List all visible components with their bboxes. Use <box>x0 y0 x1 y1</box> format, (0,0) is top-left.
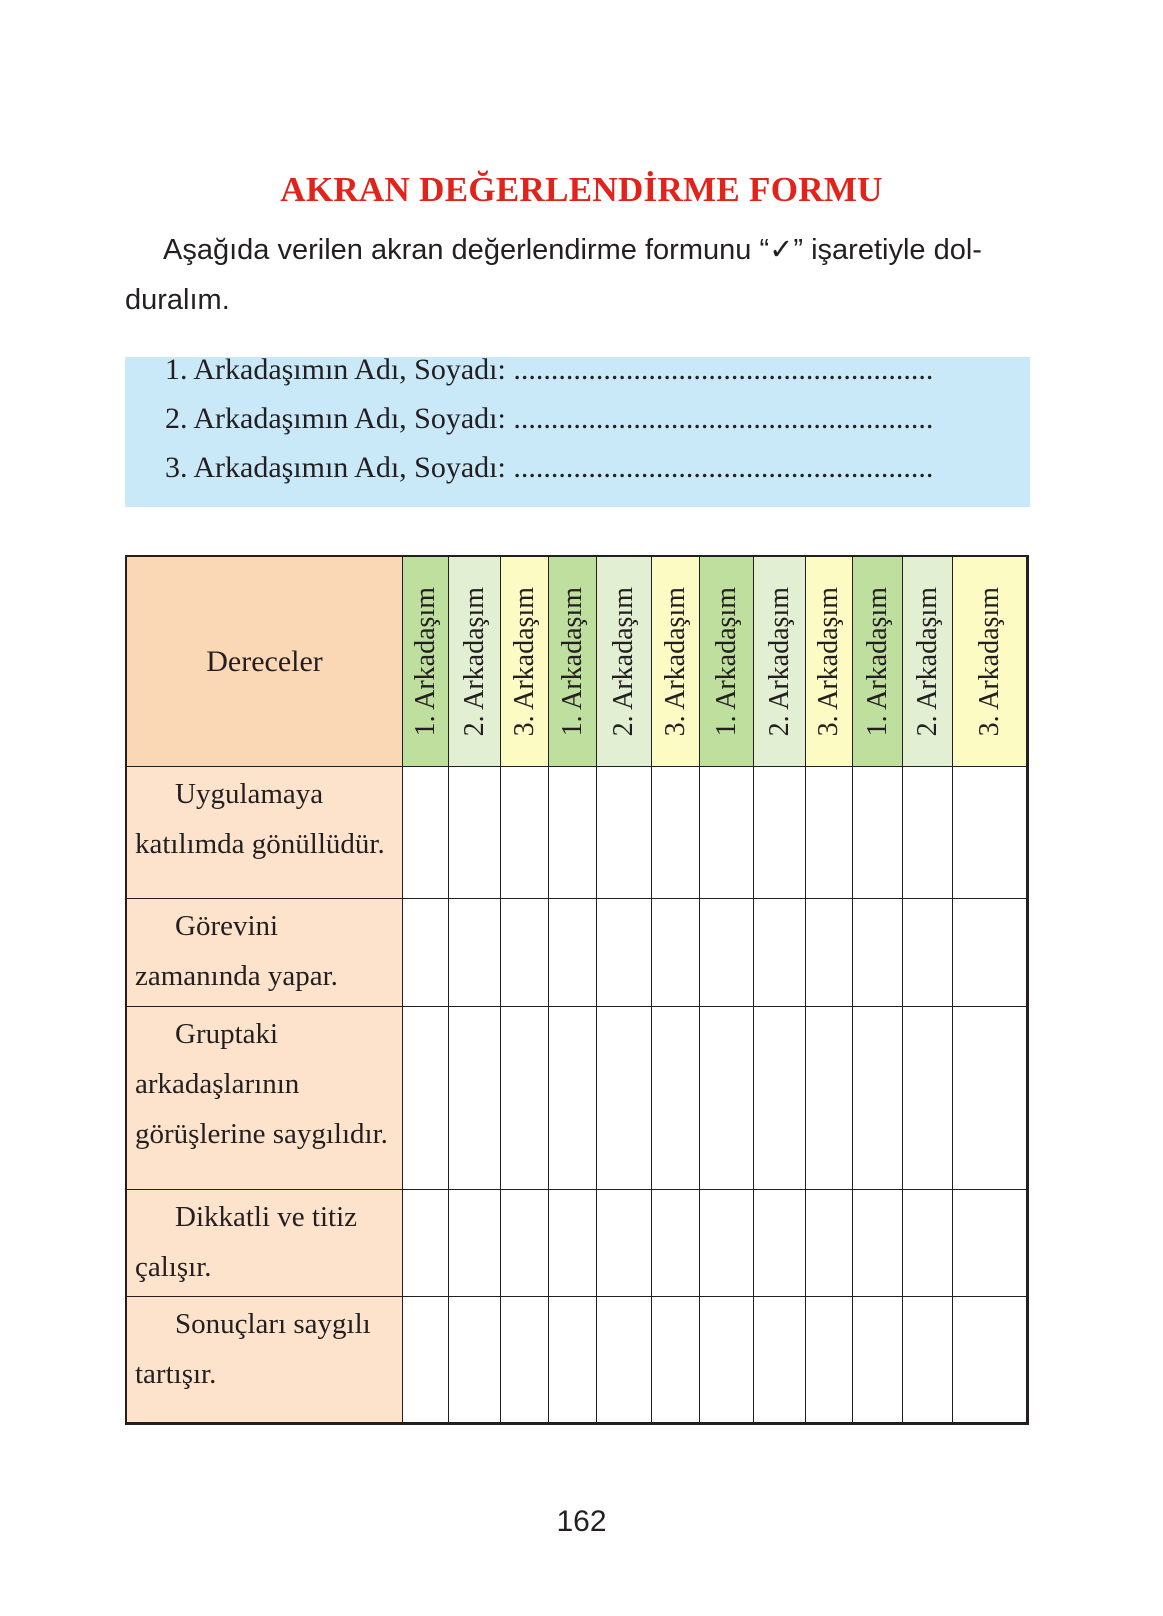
check-cell[interactable] <box>403 1297 449 1423</box>
check-cell[interactable] <box>501 767 549 899</box>
check-cell[interactable] <box>449 1297 501 1423</box>
check-cell[interactable] <box>652 1297 700 1423</box>
column-header-friend-10 <box>853 557 903 767</box>
form-title: AKRAN DEĞERLENDİRME FORMU <box>280 170 883 209</box>
criterion-text: Uygulamaya katılımda gönüllüdür. <box>135 778 385 860</box>
check-cell[interactable] <box>953 767 1027 899</box>
check-cell[interactable] <box>903 1007 953 1190</box>
column-header-friend-9 <box>806 557 853 767</box>
column-header-friend-3 <box>501 557 549 767</box>
check-cell[interactable] <box>652 1007 700 1190</box>
check-cell[interactable] <box>449 1190 501 1297</box>
column-header-friend-2 <box>449 557 501 767</box>
intro-line-2: duralım. <box>125 284 230 316</box>
column-header-label: 2. Arkadaşım <box>911 586 943 737</box>
column-header-label: 1. Arkadaşım <box>861 586 893 737</box>
check-cell[interactable] <box>700 1297 754 1423</box>
column-header-friend-4 <box>549 557 597 767</box>
check-cell[interactable] <box>549 1190 597 1297</box>
check-cell[interactable] <box>853 1190 903 1297</box>
column-header-friend-5 <box>597 557 652 767</box>
intro-text <box>125 225 1030 325</box>
criterion-label <box>127 767 403 899</box>
check-cell[interactable] <box>501 1007 549 1190</box>
check-cell[interactable] <box>549 1007 597 1190</box>
peer-evaluation-table <box>125 555 1029 1425</box>
column-header-friend-7 <box>700 557 754 767</box>
column-header-label: 2. Arkadaşım <box>763 586 795 737</box>
check-cell[interactable] <box>700 1190 754 1297</box>
check-cell[interactable] <box>903 767 953 899</box>
criterion-label <box>127 1007 403 1190</box>
check-cell[interactable] <box>501 1297 549 1423</box>
check-cell[interactable] <box>754 1007 806 1190</box>
check-cell[interactable] <box>754 767 806 899</box>
check-cell[interactable] <box>449 1007 501 1190</box>
criterion-text: Görevini zamanında yapar. <box>135 910 338 992</box>
check-cell[interactable] <box>597 899 652 1007</box>
check-cell[interactable] <box>700 767 754 899</box>
page-number: 162 <box>556 1505 607 1538</box>
check-cell[interactable] <box>501 1190 549 1297</box>
check-cell[interactable] <box>806 899 853 1007</box>
criterion-label <box>127 1190 403 1297</box>
check-cell[interactable] <box>953 1007 1027 1190</box>
friend-name-field-2[interactable]: 2. Arkadaşımın Adı, Soyadı: ........................................................ <box>165 402 934 435</box>
criterion-label <box>127 899 403 1007</box>
check-cell[interactable] <box>449 899 501 1007</box>
check-cell[interactable] <box>700 1007 754 1190</box>
column-header-label: 3. Arkadaşım <box>813 586 844 737</box>
check-cell[interactable] <box>754 1190 806 1297</box>
column-header-label: 1. Arkadaşım <box>556 586 588 737</box>
check-cell[interactable] <box>806 767 853 899</box>
friend-names-box <box>125 353 1030 507</box>
column-header-friend-1 <box>403 557 449 767</box>
column-header-label: 2. Arkadaşım <box>608 586 639 737</box>
check-cell[interactable] <box>754 899 806 1007</box>
check-cell[interactable] <box>806 1190 853 1297</box>
column-header-label: 1. Arkadaşım <box>409 586 441 737</box>
check-cell[interactable] <box>953 899 1027 1007</box>
check-cell[interactable] <box>403 767 449 899</box>
check-cell[interactable] <box>853 1297 903 1423</box>
check-cell[interactable] <box>449 767 501 899</box>
check-cell[interactable] <box>501 899 549 1007</box>
check-cell[interactable] <box>700 899 754 1007</box>
check-cell[interactable] <box>853 899 903 1007</box>
column-header-label: 2. Arkadaşım <box>458 586 490 737</box>
table-header-dereceler: Dereceler <box>127 557 403 767</box>
check-cell[interactable] <box>403 1190 449 1297</box>
friend-name-field-1[interactable]: 1. Arkadaşımın Adı, Soyadı: ........................................................ <box>165 353 934 386</box>
check-cell[interactable] <box>403 899 449 1007</box>
check-cell[interactable] <box>853 767 903 899</box>
check-cell[interactable] <box>652 899 700 1007</box>
column-header-friend-8 <box>754 557 806 767</box>
column-header-friend-6 <box>652 557 700 767</box>
check-cell[interactable] <box>953 1190 1027 1297</box>
check-cell[interactable] <box>549 1297 597 1423</box>
check-cell[interactable] <box>597 1007 652 1190</box>
check-cell[interactable] <box>549 767 597 899</box>
column-header-label: 3. Arkadaşım <box>508 586 540 737</box>
check-cell[interactable] <box>754 1297 806 1423</box>
criterion-text: Dikkatli ve titiz çalışır. <box>135 1201 358 1283</box>
check-cell[interactable] <box>597 1190 652 1297</box>
check-cell[interactable] <box>903 1190 953 1297</box>
check-cell[interactable] <box>953 1297 1027 1423</box>
check-cell[interactable] <box>903 899 953 1007</box>
friend-name-field-3[interactable]: 3. Arkadaşımın Adı, Soyadı: ........................................................ <box>165 451 934 484</box>
column-header-label: 3. Arkadaşım <box>973 586 1005 737</box>
check-cell[interactable] <box>652 767 700 899</box>
check-cell[interactable] <box>806 1007 853 1190</box>
intro-line-1: Aşağıda verilen akran değerlendirme formunu “✓” işaretiyle dol- <box>163 234 982 266</box>
check-cell[interactable] <box>853 1007 903 1190</box>
criterion-text: Gruptaki arkadaşlarının görüşlerine saygılıdır. <box>135 1018 388 1150</box>
check-cell[interactable] <box>652 1190 700 1297</box>
check-cell[interactable] <box>549 899 597 1007</box>
criterion-text: Sonuçları saygılı tartışır. <box>135 1308 371 1390</box>
check-cell[interactable] <box>403 1007 449 1190</box>
criterion-label <box>127 1297 403 1423</box>
check-cell[interactable] <box>597 1297 652 1423</box>
check-cell[interactable] <box>903 1297 953 1423</box>
column-header-label: 3. Arkadaşım <box>659 586 691 737</box>
column-header-friend-11 <box>903 557 953 767</box>
check-cell[interactable] <box>597 767 652 899</box>
column-header-friend-12 <box>953 557 1027 767</box>
check-cell[interactable] <box>806 1297 853 1423</box>
column-header-label: 1. Arkadaşım <box>710 586 742 737</box>
